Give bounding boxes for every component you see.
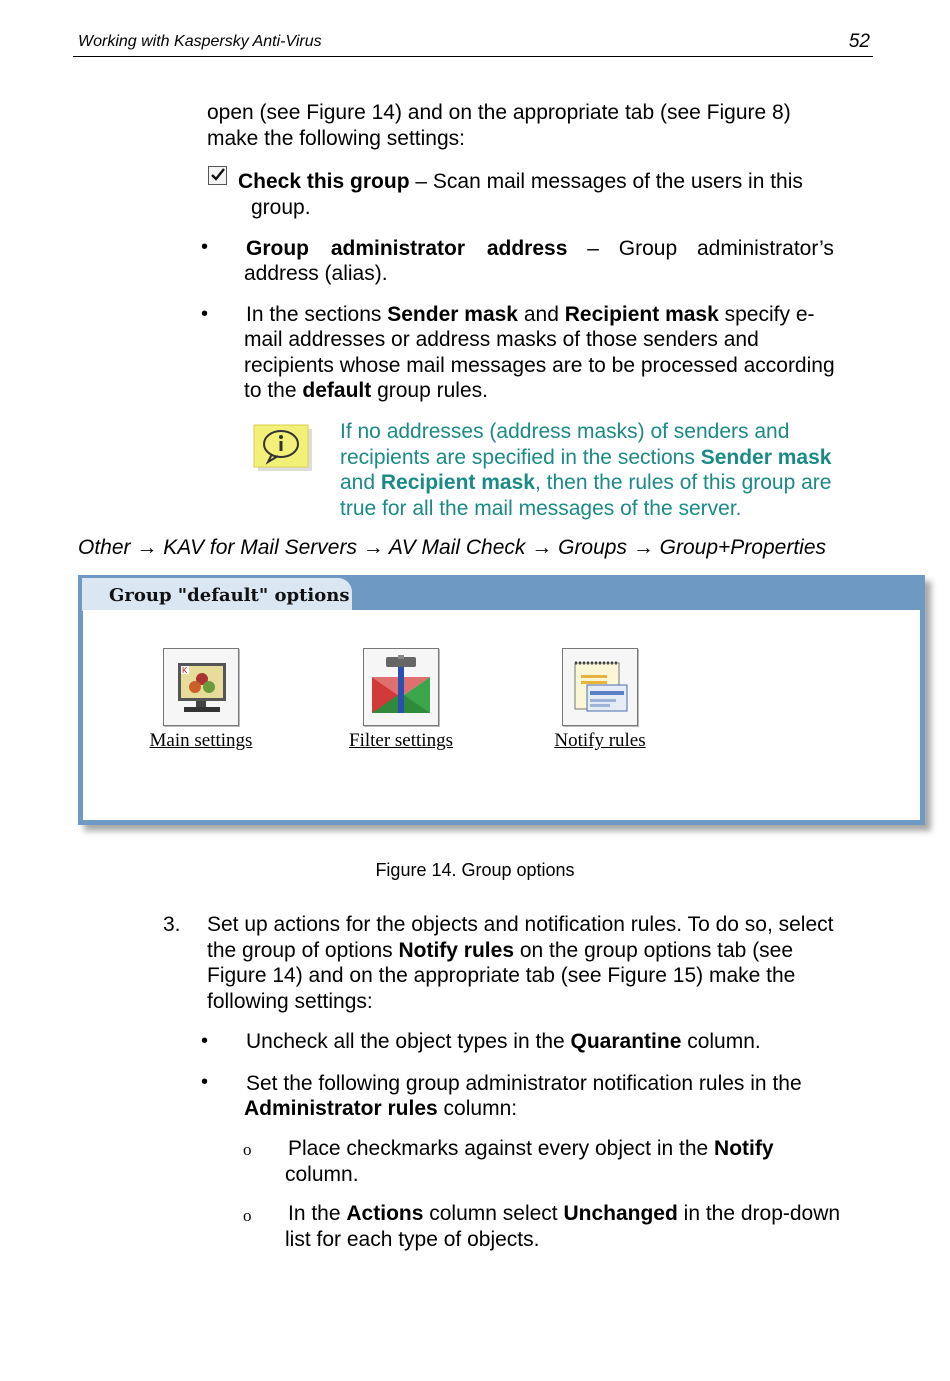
figure-caption: Figure 14. Group options	[375, 860, 575, 880]
bullet2-line-4	[244, 378, 869, 404]
note-line-4: true for all the mail messages of the server.	[340, 496, 742, 520]
text-run: Uncheck all the object types in the	[246, 1030, 571, 1053]
notify-rules-item[interactable]	[554, 648, 646, 751]
sub2-line-1	[288, 1201, 869, 1227]
text-run: recipients are specified in the sections	[340, 445, 701, 469]
bullet2-body	[244, 327, 869, 404]
path-segment: KAV for Mail Servers	[163, 536, 357, 559]
text-run: column:	[437, 1097, 518, 1120]
bullet4-line-2	[244, 1096, 517, 1122]
sender-mask-term: Sender mask	[387, 303, 518, 326]
sender-mask-term: Sender mask	[700, 445, 832, 469]
sub1-line-1	[288, 1136, 869, 1162]
bullet1-text: – Group administrator’s	[567, 237, 834, 260]
quarantine-term: Quarantine	[570, 1030, 682, 1053]
default-term: default	[302, 379, 372, 402]
text-run: column.	[681, 1030, 761, 1053]
notify-term: Notify	[714, 1137, 774, 1160]
header-rule	[73, 56, 873, 57]
arrow-right-icon: →	[136, 536, 158, 559]
window-title: Group "default" options	[109, 585, 350, 606]
check-item-line-2: group.	[251, 196, 311, 219]
text-run: Place checkmarks against every object in the	[288, 1137, 715, 1160]
path-segment: Group+Properties	[659, 536, 827, 559]
text-run: specify e-	[718, 303, 815, 326]
filter-settings-item[interactable]	[349, 648, 453, 751]
note-line-1: If no addresses (address masks) of senders and	[340, 420, 790, 443]
bullet2-line-2: mail addresses or address masks of those senders and	[244, 328, 759, 351]
arrow-right-icon: →	[531, 536, 553, 559]
bullet-dot: •	[201, 236, 209, 258]
info-note-icon	[252, 423, 314, 473]
path-segment: AV Mail Check	[388, 536, 526, 559]
text-run: and	[518, 303, 565, 326]
circle-bullet: o	[243, 1140, 252, 1159]
step3-line-3: Figure 14) and on the appropriate tab (see Figure 15) make the	[207, 964, 796, 987]
check-this-group-label: Check this group	[238, 170, 410, 193]
text-run: the group of options	[207, 938, 399, 962]
arrow-right-icon: →	[362, 536, 384, 559]
window-content	[83, 610, 920, 820]
window-tab[interactable]	[82, 578, 352, 611]
text-run: and	[340, 471, 381, 494]
administrator-rules-term: Administrator rules	[244, 1097, 438, 1120]
step3-line-2	[207, 938, 869, 964]
circle-bullet: o	[243, 1206, 252, 1225]
text-run: In the sections	[246, 303, 388, 326]
bullet4-line-1: Set the following group administrator notification rules in the	[246, 1072, 802, 1095]
main-settings-item[interactable]	[149, 648, 253, 751]
step3-paragraph	[207, 912, 869, 1014]
step-number: 3.	[163, 913, 181, 936]
filter-settings-link[interactable]: Filter settings	[349, 730, 453, 751]
intro-paragraph	[207, 100, 869, 151]
text-run: group rules.	[371, 379, 488, 402]
recipient-mask-term: Recipient mask	[564, 303, 719, 326]
main-settings-link[interactable]: Main settings	[149, 730, 253, 751]
bullet-dot: •	[201, 1030, 209, 1052]
note-line-2	[340, 445, 889, 471]
notify-rules-link[interactable]: Notify rules	[554, 730, 646, 751]
bullet3-line	[246, 1029, 869, 1055]
text-run: , then the rules of this group are	[534, 471, 832, 494]
unchanged-term: Unchanged	[563, 1202, 678, 1225]
note-line-3	[340, 470, 889, 496]
group-options-window	[78, 575, 925, 825]
checkbox-checked-icon	[208, 166, 227, 185]
hammer-envelope-icon[interactable]	[363, 648, 439, 726]
text-run: on the group options tab (see	[514, 938, 794, 962]
navigation-path	[78, 536, 826, 560]
bullet1-line-2: address (alias).	[244, 262, 388, 285]
bullet-dot: •	[201, 303, 209, 325]
check-item-line-1	[238, 169, 869, 195]
bullet2-line-1	[246, 302, 869, 328]
actions-term: Actions	[346, 1202, 424, 1225]
text-run: to the	[244, 379, 303, 402]
bullet2-line-3: recipients whose mail messages are to be processed according	[244, 353, 835, 377]
text-run: in the drop-down	[677, 1202, 841, 1225]
step3-line-1: Set up actions for the objects and notification rules. To do so, select	[207, 913, 834, 936]
check-item-text: – Scan mail messages of the users in this	[409, 170, 803, 193]
bullet1-line-1	[246, 236, 869, 262]
intro-line-1: open (see Figure 14) and on the appropriate tab (see Figure 8)	[207, 101, 791, 124]
notepad-icon[interactable]	[562, 648, 638, 726]
intro-line-2: make the following settings:	[207, 126, 465, 150]
path-segment: Groups	[558, 536, 627, 559]
monitor-icon[interactable]	[163, 648, 239, 726]
arrow-right-icon: →	[632, 536, 654, 559]
notify-rules-term: Notify rules	[398, 938, 515, 962]
group-admin-address-label: Group administrator address	[246, 237, 568, 260]
sub1-line-2: column.	[285, 1163, 359, 1186]
sub2-line-2: list for each type of objects.	[285, 1228, 540, 1251]
info-note	[340, 419, 889, 521]
text-run: In the	[288, 1202, 347, 1225]
svg-text:K: K	[182, 666, 188, 675]
text-run: column select	[423, 1202, 564, 1225]
recipient-mask-term: Recipient mask	[380, 471, 535, 494]
path-segment: Other	[78, 536, 131, 559]
page-number: 52	[848, 31, 870, 52]
step3-line-4: following settings:	[207, 989, 373, 1013]
bullet-dot: •	[201, 1071, 209, 1093]
running-header-title: Working with Kaspersky Anti-Virus	[78, 33, 322, 50]
